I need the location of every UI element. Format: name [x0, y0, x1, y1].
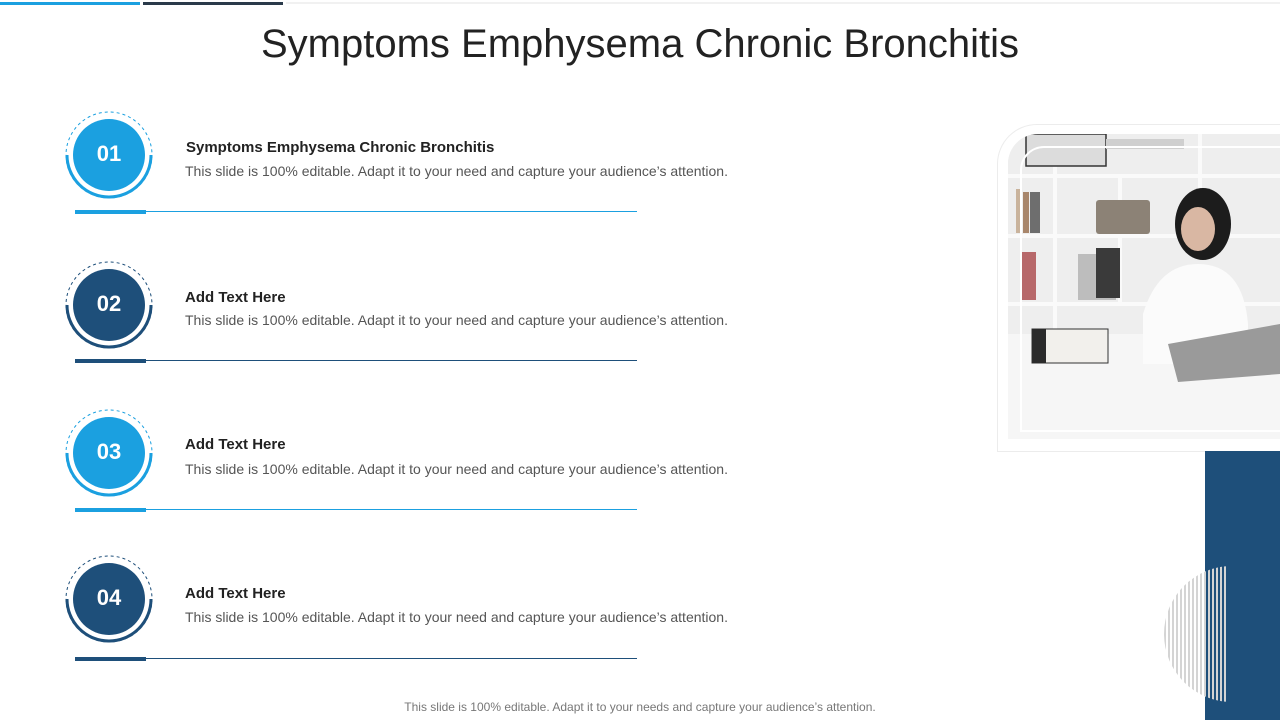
- list-item-3: [0, 408, 800, 528]
- list-item-2: [0, 260, 800, 380]
- footer-note: This slide is 100% editable. Adapt it to your needs and capture your audience’s attention.: [404, 700, 876, 714]
- item-heading: Add Text Here: [185, 289, 286, 306]
- office-photo: [1008, 134, 1280, 439]
- item-underline-thin: [146, 658, 637, 659]
- top-divider: [286, 2, 1280, 4]
- number-badge: 04: [64, 554, 154, 644]
- item-description: This slide is 100% editable. Adapt it to your need and capture your audience’s attention.: [185, 609, 728, 625]
- number-badge: 02: [64, 260, 154, 350]
- number-badge: 03: [64, 408, 154, 498]
- top-accent-bar-dark: [143, 2, 283, 5]
- item-underline-thin: [146, 509, 637, 510]
- item-underline-thin: [146, 360, 637, 361]
- item-description: This slide is 100% editable. Adapt it to your need and capture your audience’s attention.: [185, 461, 728, 477]
- list-item-1: [0, 110, 800, 230]
- item-underline-thick: [75, 657, 146, 661]
- photo-inner-frame: [1020, 146, 1280, 432]
- item-heading: Symptoms Emphysema Chronic Bronchitis: [186, 139, 495, 156]
- list-item-4: [0, 554, 800, 674]
- item-underline-thick: [75, 359, 146, 363]
- item-underline-thin: [146, 211, 637, 212]
- item-underline-thick: [75, 210, 146, 214]
- striped-circle-icon: [1164, 566, 1228, 702]
- slide-title: Symptoms Emphysema Chronic Bronchitis: [260, 22, 1020, 66]
- item-underline-thick: [75, 508, 146, 512]
- item-heading: Add Text Here: [185, 585, 286, 602]
- item-description: This slide is 100% editable. Adapt it to your need and capture your audience’s attention.: [185, 312, 728, 328]
- number-badge: 01: [64, 110, 154, 200]
- item-heading: Add Text Here: [185, 436, 286, 453]
- top-accent-bar-light: [0, 2, 140, 5]
- striped-half-circle: [1164, 566, 1228, 702]
- item-description: This slide is 100% editable. Adapt it to your need and capture your audience’s attention.: [185, 163, 728, 179]
